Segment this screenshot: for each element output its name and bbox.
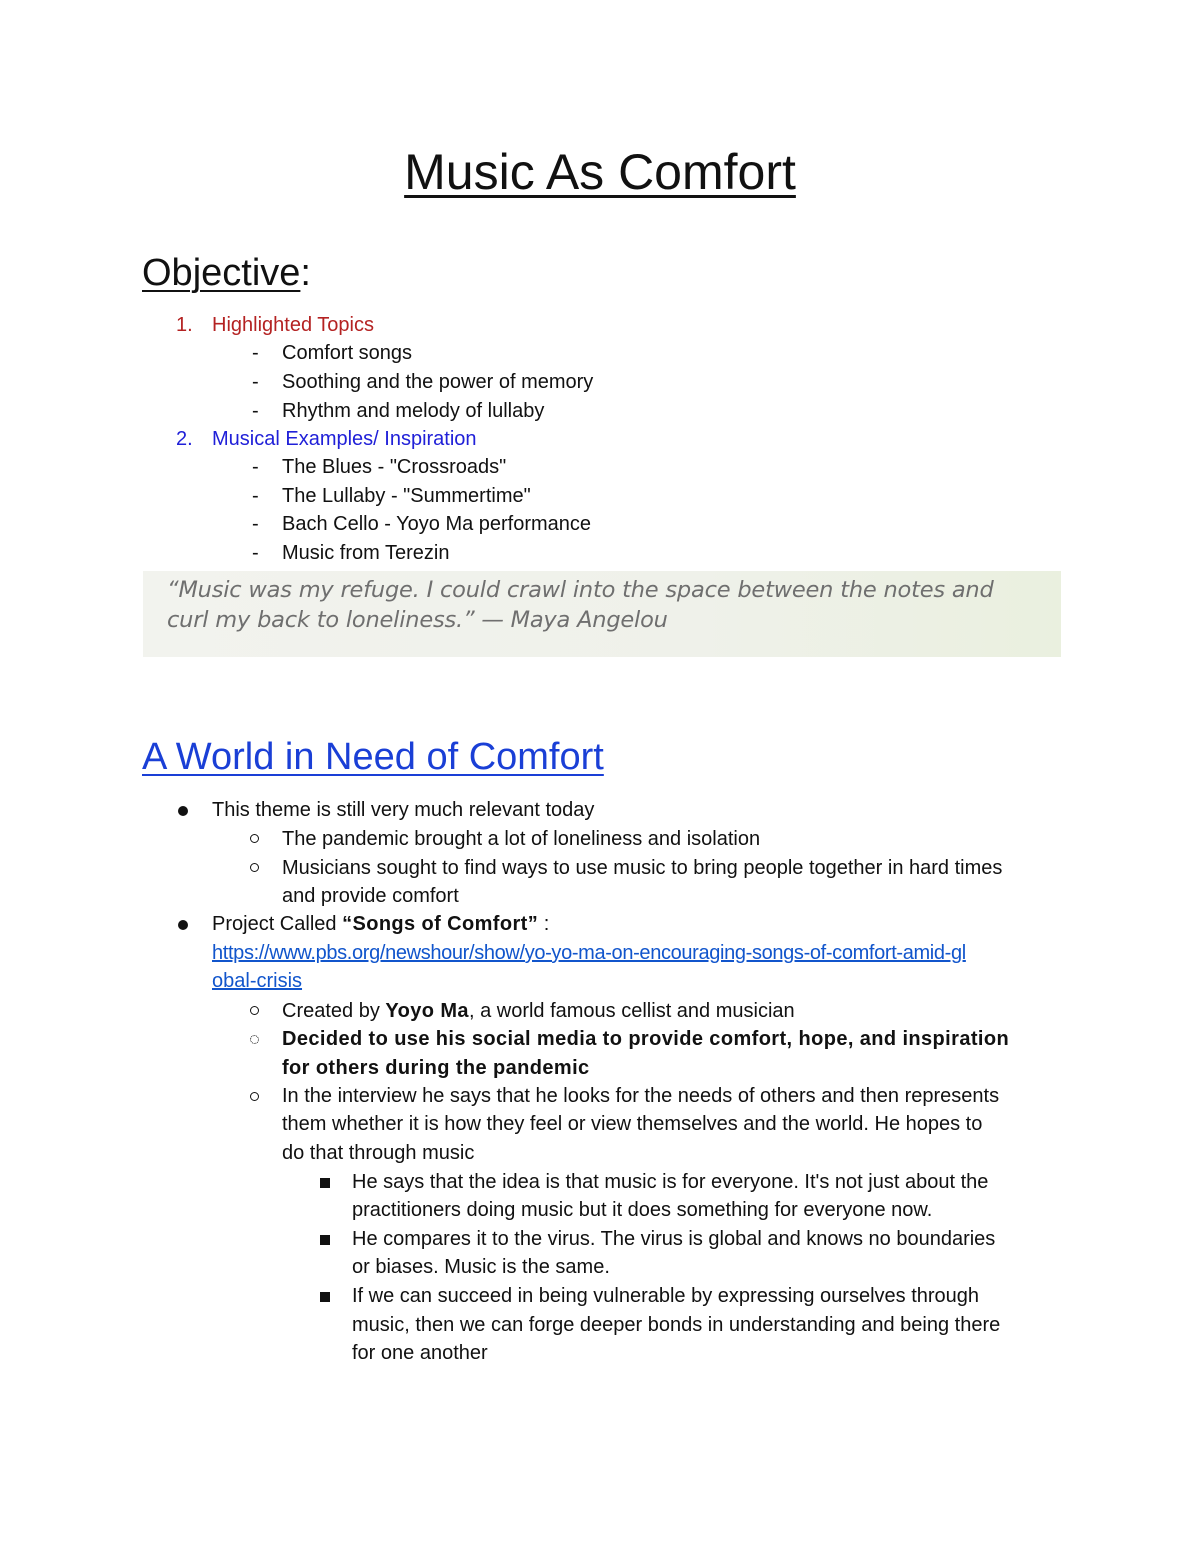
project-suffix: : — [538, 913, 550, 935]
list-item-label: Highlighted Topics — [212, 314, 374, 336]
quote-line-2: curl my back to loneliness.” — Maya Angelou — [167, 607, 668, 633]
list-item: Bach Cello - Yoyo Ma performance — [282, 513, 592, 535]
bullet-item: This theme is still very much relevant today — [212, 799, 595, 821]
page-title: Music As Comfort — [404, 144, 796, 200]
dash-marker: - — [252, 513, 259, 535]
list-item: The Lullaby - "Summertime" — [282, 485, 531, 507]
sub-bullet-item-bold: Decided to use his social media to provide comfort, hope, and inspiration — [282, 1028, 1010, 1050]
list-item: The Blues - "Crossroads" — [282, 456, 507, 478]
objective-label: Objective — [142, 252, 301, 294]
article-link[interactable]: https://www.pbs.org/newshour/show/yo-yo-ma-on-encouraging-songs-of-comfort-amid-gl — [212, 942, 966, 964]
bullet-circle-icon — [250, 863, 259, 872]
dash-marker: - — [252, 400, 259, 422]
bullet-square-icon — [320, 1292, 330, 1302]
bullet-square-icon — [320, 1178, 330, 1188]
dash-marker: - — [252, 456, 259, 478]
created-name: Yoyo Ma — [385, 1000, 469, 1022]
sub-sub-bullet-item-cont: practitioners doing music but it does something for everyone now. — [352, 1199, 933, 1221]
sub-sub-bullet-item: He compares it to the virus. The virus is global and knows no boundaries — [352, 1228, 996, 1250]
objective-heading — [142, 248, 311, 298]
bullet-circle-icon — [250, 834, 259, 843]
sub-bullet-item: The pandemic brought a lot of loneliness and isolation — [282, 828, 761, 850]
quote-line-1: “Music was my refuge. I could crawl into the space between the notes and — [167, 577, 994, 603]
sub-bullet-item-cont: and provide comfort — [282, 885, 459, 907]
sub-bullet-item: Musicians sought to find ways to use music to bring people together in hard times — [282, 857, 1003, 879]
list-number: 2. — [176, 428, 193, 450]
project-prefix: Project Called — [212, 913, 343, 935]
created-suffix: , a world famous cellist and musician — [468, 1000, 795, 1022]
created-prefix: Created by — [282, 1000, 386, 1022]
list-item-label: Musical Examples/ Inspiration — [212, 428, 477, 450]
sub-sub-bullet-item: He says that the idea is that music is for everyone. It's not just about the — [352, 1171, 989, 1193]
project-name: “Songs of Comfort” — [342, 913, 539, 935]
dash-marker: - — [252, 485, 259, 507]
list-item: Soothing and the power of memory — [282, 371, 594, 393]
sub-bullet-item-cont: them whether it is how they feel or view themselves and the world. He hopes to — [282, 1113, 983, 1135]
bullet-disc-icon — [178, 806, 188, 816]
sub-bullet-item-cont: do that through music — [282, 1142, 475, 1164]
bullet-circle-icon — [250, 1092, 259, 1101]
quote-image — [143, 571, 1061, 657]
sub-sub-bullet-item-cont: music, then we can forge deeper bonds in understanding and being there — [352, 1314, 1001, 1336]
sub-bullet-item: In the interview he says that he looks for the needs of others and then represents — [282, 1085, 1000, 1107]
bullet-circle-icon — [250, 1006, 259, 1015]
list-item: Music from Terezin — [282, 542, 450, 564]
sub-sub-bullet-item-cont: or biases. Music is the same. — [352, 1256, 610, 1278]
objective-colon: : — [300, 252, 311, 294]
sub-sub-bullet-item-cont: for one another — [352, 1342, 488, 1364]
quote-text — [167, 575, 1047, 635]
dash-marker: - — [252, 342, 259, 364]
bullet-item — [212, 910, 549, 938]
bullet-disc-icon — [178, 920, 188, 930]
dash-marker: - — [252, 371, 259, 393]
sub-sub-bullet-item: If we can succeed in being vulnerable by expressing ourselves through — [352, 1285, 980, 1307]
sub-bullet-item — [282, 997, 795, 1025]
list-number: 1. — [176, 314, 193, 336]
dash-marker: - — [252, 542, 259, 564]
section-heading[interactable]: A World in Need of Comfort — [142, 736, 604, 778]
bullet-circle-icon — [250, 1035, 259, 1044]
article-link-cont[interactable]: obal-crisis — [212, 970, 303, 992]
sub-bullet-item-bold-cont: for others during the pandemic — [282, 1057, 590, 1079]
list-item: Comfort songs — [282, 342, 413, 364]
bullet-square-icon — [320, 1235, 330, 1245]
list-item: Rhythm and melody of lullaby — [282, 400, 545, 422]
